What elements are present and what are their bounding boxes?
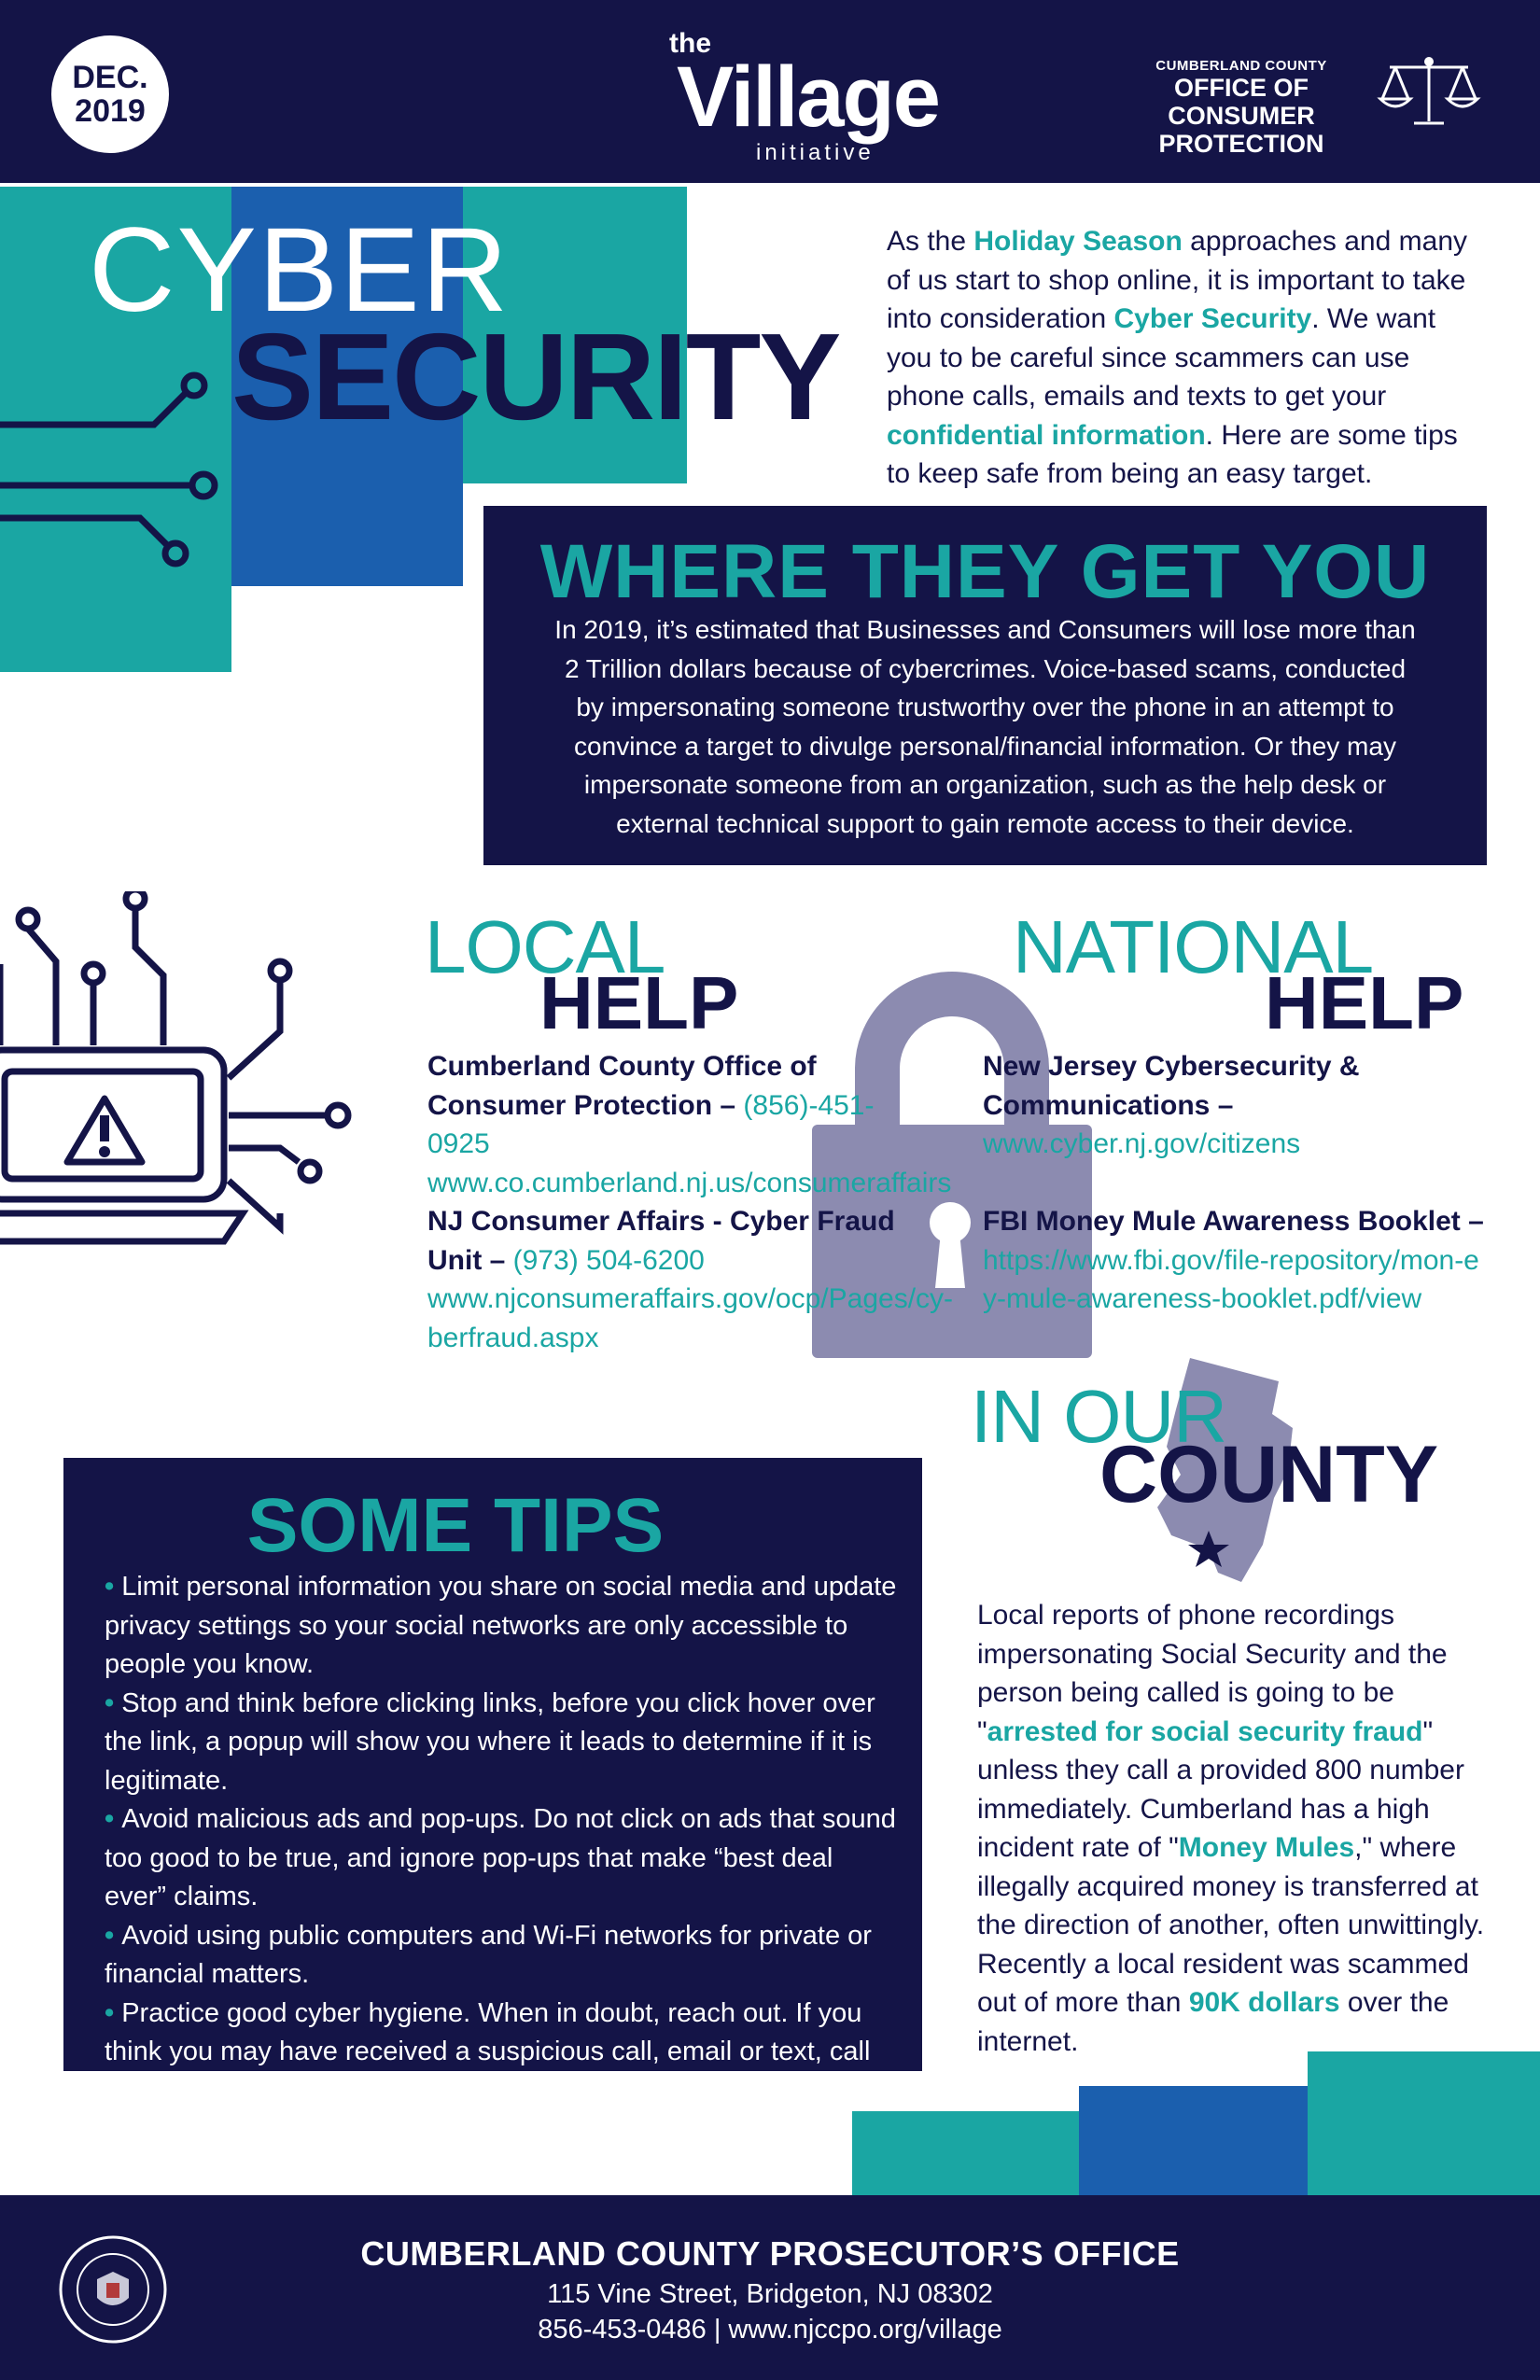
laptop-warning-icon [0, 891, 364, 1265]
local-help-item [427, 1202, 954, 1357]
tip-item: • Stop and think before clicking links, before you click hover over the link, a popup will show you where it leads to determine if it is legitimate. [105, 1685, 898, 1801]
ocp-county: CUMBERLAND COUNTY [1155, 58, 1327, 74]
logo-the: the [669, 28, 711, 59]
county-highlight: Money Mules [1178, 1832, 1355, 1863]
help-item-link[interactable]: https://www.fbi.gov/file-repository/mon-ey-mule-awareness-booklet.pdf/view [983, 1244, 1479, 1314]
scales-of-justice-icon [1377, 54, 1481, 129]
help-item-name: FBI Money Mule Awareness Booklet – [983, 1206, 1484, 1237]
where-title: WHERE THEY GET YOU [539, 529, 1431, 614]
local-heading: LOCAL [425, 905, 665, 988]
help-item-name: NJ Consumer Affairs - Cyber Fraud Unit – [427, 1206, 895, 1276]
help-item-link[interactable]: www.co.cumberland.nj.us/consumeraffairs [427, 1167, 952, 1198]
help-item-link[interactable]: www.njconsumeraffairs.gov/ocp/Pages/cy-berfraud.aspx [427, 1283, 954, 1353]
intro-text: As the [887, 226, 974, 257]
national-help-heading: HELP [1265, 961, 1464, 1044]
county-paragraph [977, 1596, 1500, 2061]
help-item-name: Cumberland County Office of Consumer Protection – [427, 1051, 817, 1121]
logo-initiative: initiative [756, 140, 875, 165]
tip-item: • Limit personal information you share on social media and update privacy settings so your social networks are only accessible to people you know. [105, 1568, 898, 1685]
some-tips-box [63, 1458, 922, 2106]
date-month: DEC. [72, 60, 148, 95]
county-highlight: 90K dollars [1188, 1987, 1340, 2018]
footer-title: CUMBERLAND COUNTY PROSECUTOR’S OFFICE [360, 2234, 1180, 2273]
intro-highlight: confidential information [887, 419, 1206, 451]
help-item-name: New Jersey Cybersecurity & Communications – [983, 1051, 1360, 1121]
where-text: In 2019, it’s estimated that Businesses and Consumers will lose more than 2 Trillion dollars because of cybercrimes. Voice-based scams, conducted by impersonating someone trustworthy over the phone in an attempt to convince a target to divulge personal/financial information. Or they may impersonate someone from an organization, such as the help desk or external technical support to gain remote access to their device. [554, 615, 1416, 838]
village-initiative-logo [621, 19, 939, 168]
deco-step-teal [852, 2111, 1079, 2195]
tips-list [105, 1568, 898, 2110]
county-heading: COUNTY [1099, 1430, 1439, 1519]
footer-contact[interactable]: 856-453-0486 | www.njccpo.org/village [538, 2315, 1002, 2345]
intro-paragraph [887, 222, 1484, 494]
tips-title: SOME TIPS [246, 1483, 665, 1568]
tip-item: • Avoid using public computers and Wi-Fi networks for private or financial matters. [105, 1917, 898, 1995]
ocp-line1: OFFICE OF CONSUMER [1168, 74, 1315, 130]
date-badge [51, 35, 169, 153]
header-bar [0, 0, 1540, 183]
national-heading: NATIONAL [1013, 905, 1374, 988]
footer-bar [0, 2195, 1540, 2380]
where-they-get-you-box [483, 506, 1487, 865]
footer-address: 115 Vine Street, Bridgeton, NJ 08302 [547, 2279, 993, 2309]
tip-item: • Avoid malicious ads and pop-ups. Do not click on ads that sound too good to be true, and ignore pop-ups that make “best deal ever” claims. [105, 1800, 898, 1917]
national-help-item [983, 1202, 1491, 1319]
intro-highlight: Holiday Season [973, 226, 1183, 257]
security-heading: SECURITY [231, 308, 840, 445]
in-our-heading: IN OUR [971, 1375, 1226, 1458]
cyber-heading: CYBER [89, 203, 510, 337]
county-text: " unless they call a provided 800 number immediately. Cumberland has a high incident rate of " [977, 1715, 1464, 1863]
help-item-phone[interactable]: (973) 504-6200 [512, 1244, 705, 1276]
logo-village: Village [677, 49, 939, 145]
help-item-link[interactable]: www.cyber.nj.gov/citizens [983, 1128, 1301, 1159]
county-text: ," where illegally acquired money is transferred at the direction of another, often unwittingly. Recently a local resident was scammed out of more than [977, 1832, 1485, 2018]
office-consumer-protection-logo [1115, 58, 1367, 158]
local-help-item [427, 1047, 952, 1202]
county-text: Local reports of phone recordings impersonating Social Security and the person being called is going to be " [977, 1600, 1448, 1747]
help-item-phone[interactable]: (856)-451-0925 [427, 1089, 875, 1159]
tip-item: • Practice good cyber hygiene. When in doubt, reach out. If you think you may have received a suspicious call, email or text, call your bank so you can be sure it is a legitimate source. [105, 1995, 898, 2111]
date-year: 2019 [75, 93, 146, 129]
local-help-heading: HELP [539, 961, 739, 1044]
intro-text: . Here are some tips to keep safe from being an easy target. [887, 419, 1458, 489]
county-text: over the internet. [977, 1987, 1449, 2057]
ocp-line2: PROTECTION [1158, 130, 1324, 158]
intro-text: . We want you to be careful since scammers can use phone calls, emails and texts to get your [887, 303, 1436, 412]
intro-highlight: Cyber Security [1113, 303, 1312, 334]
intro-text: approaches and many of us start to shop online, it is important to take into consideration [887, 226, 1467, 334]
county-highlight: arrested for social security fraud [987, 1715, 1423, 1747]
deco-step-blue [1079, 2086, 1308, 2195]
deco-step-teal-right [1308, 2051, 1540, 2195]
national-help-item [983, 1047, 1487, 1164]
